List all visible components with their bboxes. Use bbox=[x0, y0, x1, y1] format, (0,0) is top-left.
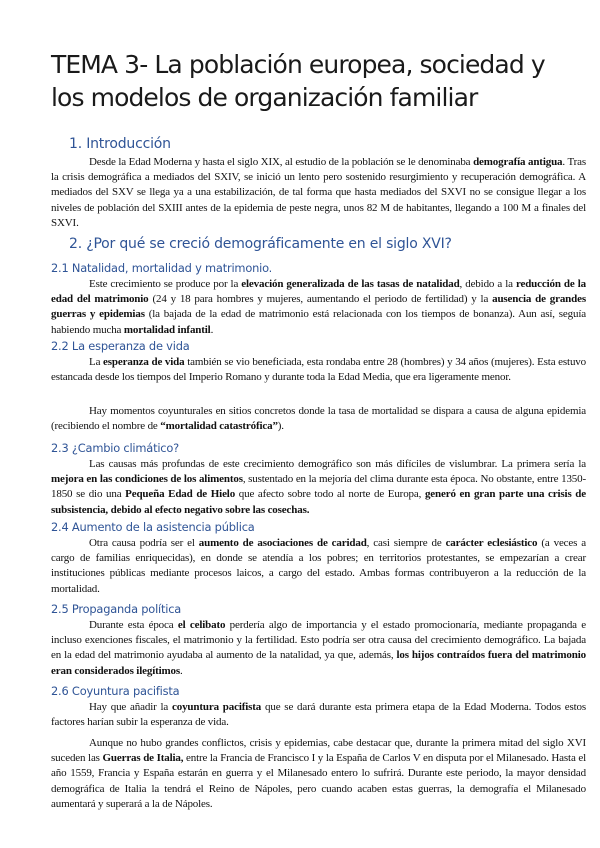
subsection-heading-2-1: 2.1 Natalidad, mortalidad y matrimonio. bbox=[51, 261, 273, 275]
document-title: TEMA 3- La población europea, sociedad y los modelos de organización familiar bbox=[51, 50, 545, 112]
text-run: Hay momentos coyunturales en sitios concretos donde la tasa de mortalidad se dispara a causa de alguna epidemia (recibiendo el nombre de bbox=[51, 405, 586, 433]
bold-text: elevación generalizada de las tasas de natalidad bbox=[241, 278, 460, 290]
text-run: La bbox=[89, 356, 104, 368]
bold-text: los hijos contraídos fuera del matrimonio eran considerados ilegítimos bbox=[51, 649, 586, 677]
text-run: (24 y 18 para hombres y mujeres, aumentando el periodo de fertilidad) y la bbox=[148, 293, 493, 306]
bold-text: carácter eclesiástico bbox=[445, 537, 538, 549]
subsection-heading-2-2: 2.2 La esperanza de vida bbox=[51, 339, 190, 353]
bold-text: mejora en las condiciones de los alimentos bbox=[51, 473, 243, 486]
text-run: perdería algo de importancia y el estado promocionaría, mediante propaganda e incluso exenciones fiscales, el matrimonio y la fertilidad. Esto podría ser otra causa del crecimiento demográfico. La bajada en la edad del matrimonio ayudaba al aumento de la natalidad, ya que, además, bbox=[51, 619, 587, 662]
text-run: ). bbox=[277, 420, 284, 433]
bold-text: coyuntura pacifista bbox=[171, 701, 262, 713]
bold-text: generó en gran parte una crisis de subsistencia, debido al efecto negativo sobre las cosechas. bbox=[51, 488, 587, 516]
text-run: . Tras la crisis demográfica a mediados del SXIV, se inició un lento pero sostenido resurgimiento y recuperación demográfica. A mediados del SXV se llega ya a una estabilización, de tal forma que hasta mediados del SXVI no se consigue llegar a los niveles de población del SXIII antes de la epidemia de peste negra, unos 82 M de habitantes, llegando a 100 M a finales del SXVI. bbox=[51, 156, 587, 229]
text-run: Aunque no hubo grandes conflictos, crisis y epidemias, cabe destacar que, durante la primera mitad del siglo XVI suceden las bbox=[51, 737, 586, 765]
text-run: Este crecimiento se produce por la bbox=[89, 278, 242, 290]
bold-text: Pequeña Edad de Hielo bbox=[125, 488, 236, 501]
text-run: , casi siempre de bbox=[366, 537, 446, 549]
bold-text: reducción de la edad del matrimonio bbox=[51, 278, 586, 306]
text-run: Las causas más profundas de este crecimiento demográfico son más difíciles de vislumbrar. La primera sería la bbox=[89, 458, 586, 470]
paragraph bbox=[51, 700, 586, 730]
paragraph bbox=[51, 404, 586, 434]
paragraph bbox=[51, 536, 586, 597]
subsection-heading-2-6: 2.6 Coyuntura pacifista bbox=[51, 684, 180, 698]
paragraph bbox=[51, 277, 586, 338]
bold-text: Guerras de Italia, bbox=[102, 752, 184, 765]
paragraph bbox=[51, 457, 586, 518]
text-run: Desde la Edad Moderna y hasta el siglo XIX, al estudio de la población se le denominaba bbox=[89, 156, 474, 168]
paragraph bbox=[51, 155, 586, 231]
subsection-heading-2-4: 2.4 Aumento de la asistencia pública bbox=[51, 520, 255, 534]
text-run: Hay que añadir la bbox=[89, 701, 172, 713]
bold-text: el celibato bbox=[177, 619, 226, 631]
bold-text: esperanza de vida bbox=[103, 356, 185, 368]
bold-text: aumento de asociaciones de caridad bbox=[198, 537, 367, 549]
paragraph bbox=[51, 355, 586, 385]
text-run: (a veces a cargo de familias enriquecidas), en donde se atendía a los pobres; en territorios protestantes, se empezarían a crear instituciones públicas mediante procesos laicos, a cargo del estado. Ambas formas contribuyeron a la reducción de la mortalidad. bbox=[51, 537, 586, 595]
text-run: también se vio beneficiada, esta rondaba entre 28 (hombres) y 34 años (mujeres). Esta estuvo estancada desde los tiempos del Imperio Romano y durante toda la Edad Media, que era ligeramente menor. bbox=[51, 356, 586, 384]
subsection-heading-2-3: 2.3 ¿Cambio climático? bbox=[51, 441, 179, 455]
text-run: que afecto sobre todo al norte de Europa, bbox=[235, 488, 425, 501]
section-heading-introduccion: 1. Introducción bbox=[69, 136, 171, 152]
bold-text: ausencia de grandes guerras y epidemias bbox=[51, 293, 586, 321]
subsection-heading-2-5: 2.5 Propaganda política bbox=[51, 602, 182, 616]
bold-text: mortalidad infantil bbox=[123, 323, 211, 336]
text-run: que se dará durante esta primera etapa de la Edad Moderna. Todos estos factores harían subir la esperanza de vida. bbox=[51, 701, 587, 729]
text-run: , sustentado en la mejoría del clima durante esta época. No obstante, entre 1350-1850 se dio una bbox=[51, 473, 587, 501]
text-run: (la bajada de la edad de matrimonio está relacionada con los tiempos de bonanza). Aun así, seguía habiendo mucha bbox=[51, 308, 586, 336]
text-run: Durante esta época bbox=[89, 619, 178, 631]
text-run: entre la Francia de Francisco I y la España de Carlos V en disputa por el Milanesado. Hasta el año 1559, Francia y España estarán en guerra y el Milanesado entero lo sufrirá. Durante este periodo, la mayor densidad demográfica de Italia la tendrá el Reino de Nápoles, pero cuando acaben estas guerras, la demografía el Milanesado aumentará y superará a la de Nápoles. bbox=[51, 752, 586, 810]
paragraph bbox=[51, 736, 586, 812]
paragraph bbox=[51, 618, 586, 679]
text-run: Otra causa podría ser el bbox=[89, 537, 199, 549]
bold-text: “mortalidad catastrófica” bbox=[160, 420, 278, 433]
section-heading-crecimiento: 2. ¿Por qué se creció demográficamente en el siglo XVI? bbox=[69, 236, 452, 252]
text-run: , debido a la bbox=[459, 278, 516, 290]
text-run: . bbox=[180, 664, 183, 677]
bold-text: demografía antigua bbox=[473, 156, 563, 168]
text-run: . bbox=[210, 323, 214, 336]
